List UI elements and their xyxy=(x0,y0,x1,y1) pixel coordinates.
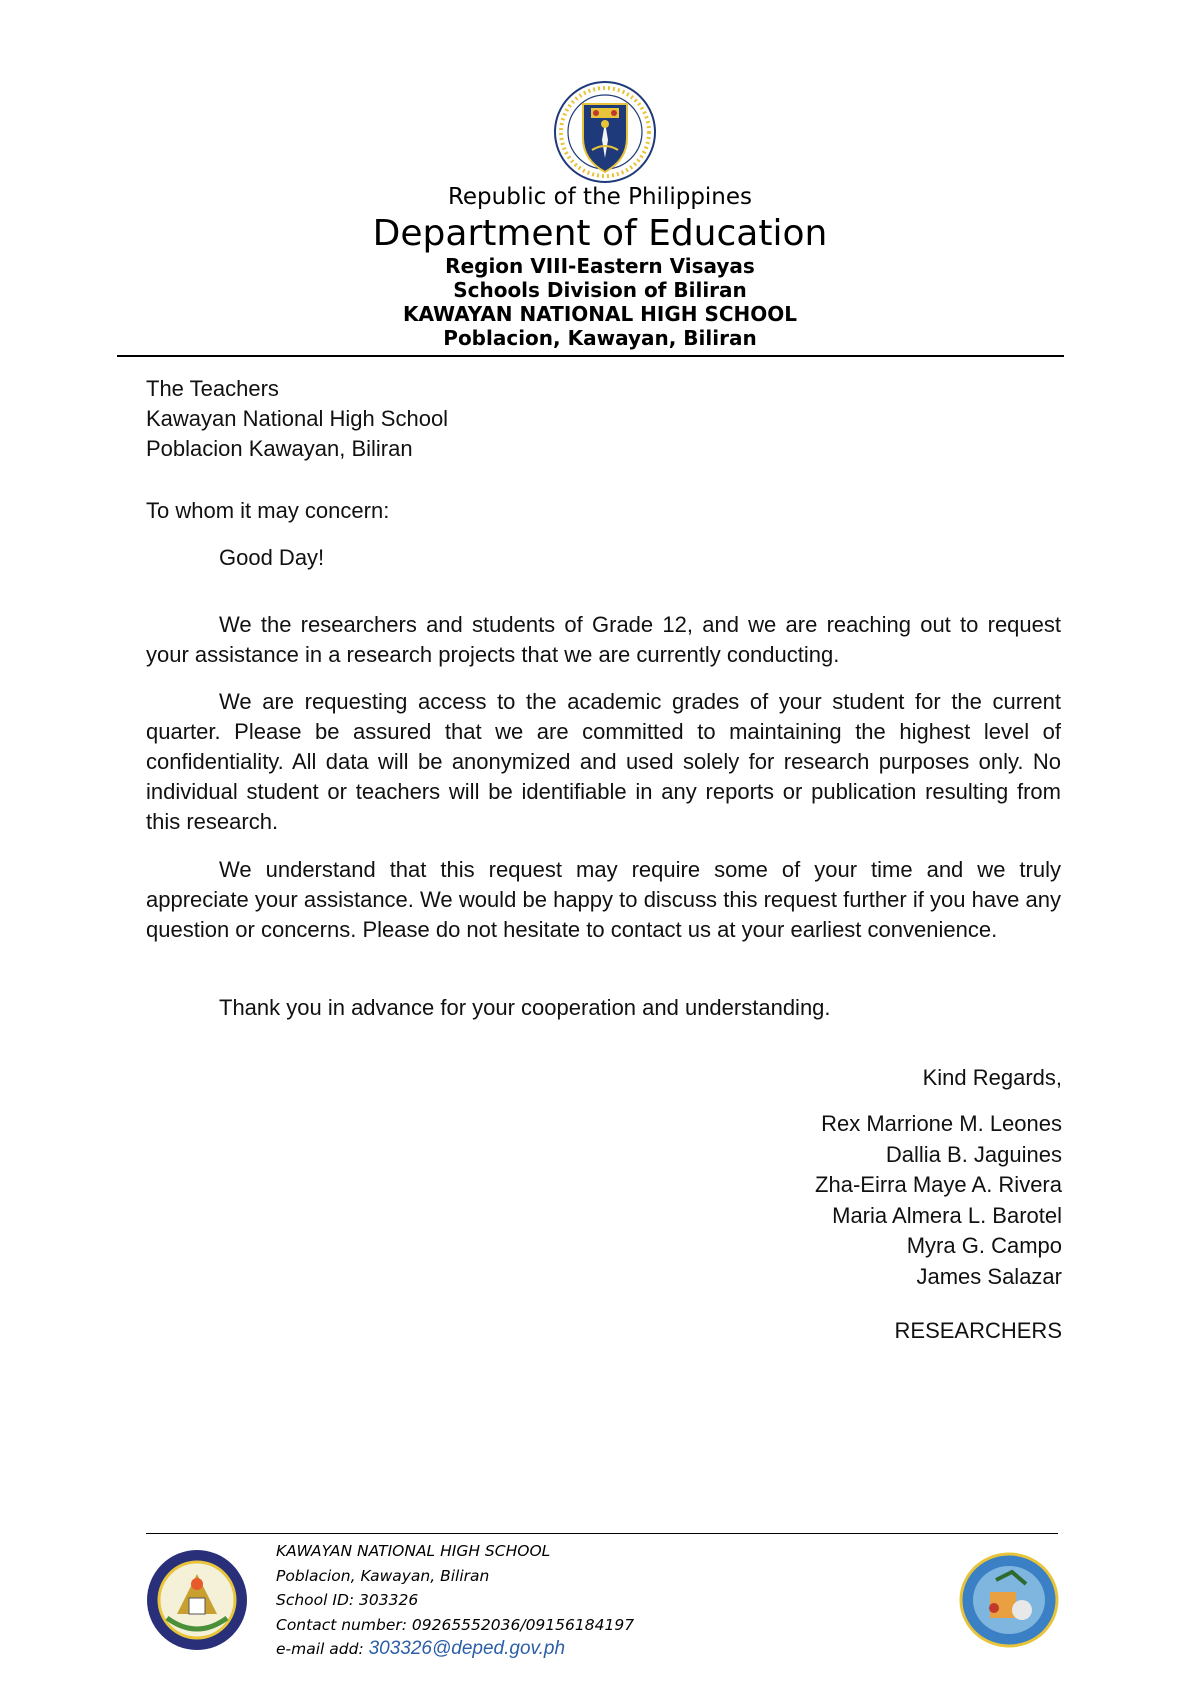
header-divider xyxy=(117,355,1064,357)
header-republic: Republic of the Philippines xyxy=(447,184,753,210)
header-school: KAWAYAN NATIONAL HIGH SCHOOL xyxy=(402,302,798,326)
signatories-list xyxy=(600,1109,1062,1292)
signatory-name: Zha-Eirra Maye A. Rivera xyxy=(815,1172,1062,1197)
signatory-name: Rex Marrione M. Leones xyxy=(821,1111,1062,1136)
header-address: Poblacion, Kawayan, Biliran xyxy=(443,326,757,350)
department-logo xyxy=(956,1550,1062,1650)
signatory-name: James Salazar xyxy=(916,1263,1062,1289)
signatory-name: Maria Almera L. Barotel xyxy=(832,1202,1062,1228)
paragraph-request: We the researchers and students of Grade 12, and we are reaching out to request your assistance in a research projects that we are currently conducting. xyxy=(146,612,1061,667)
signatory-name: Myra G. Campo xyxy=(906,1233,1062,1258)
footer-school: KAWAYAN NATIONAL HIGH SCHOOL xyxy=(276,1542,551,1560)
addressee-line: Poblacion Kawayan, Biliran xyxy=(146,436,413,461)
addressee-block xyxy=(146,374,1061,464)
header-division: Schools Division of Biliran xyxy=(453,278,747,302)
footer-contact-block xyxy=(276,1539,634,1662)
footer-email-label: e-mail add: xyxy=(276,1640,369,1658)
footer-contact-number: Contact number: 09265552036/09156184197 xyxy=(276,1615,635,1634)
signatory-name: Dallia B. Jaguines xyxy=(885,1141,1062,1167)
header-region: Region VIII-Eastern Visayas xyxy=(445,254,755,278)
salutation: To whom it may concern: xyxy=(146,498,390,523)
closing: Kind Regards, xyxy=(922,1065,1062,1090)
footer-address: Poblacion, Kawayan, Biliran xyxy=(276,1566,490,1585)
addressee-line: Kawayan National High School xyxy=(146,406,449,431)
deped-seal-logo xyxy=(546,80,664,184)
paragraph-thanks: Thank you in advance for your cooperation and understanding. xyxy=(219,995,831,1020)
addressee-line: The Teachers xyxy=(146,376,279,401)
paragraph-appreciation: We understand that this request may require some of your time and we truly appreciate your assistance. We would be happy to discuss this request further if you have any question or concerns. Please do not hesitate to contact us at your earliest convenience. xyxy=(146,857,1061,942)
footer-email-link[interactable]: 303326@deped.gov.ph xyxy=(368,1638,566,1659)
greeting: Good Day! xyxy=(219,545,325,570)
footer-email-line xyxy=(276,1637,634,1662)
school-logo xyxy=(145,1548,249,1652)
paragraph-access: We are requesting access to the academic grades of your student for the current quarter. Please be assured that we are committed to maintaining the highest level of confidentiality. All data will be anonymized and used solely for research purposes only. No individual student or teachers will be identifiable in any reports or publication resulting from this research. xyxy=(146,689,1061,834)
signatory-role: RESEARCHERS xyxy=(894,1318,1062,1343)
footer-divider xyxy=(146,1533,1058,1534)
header-department: Department of Education xyxy=(372,213,828,254)
footer-school-id: School ID: 303326 xyxy=(276,1591,419,1609)
